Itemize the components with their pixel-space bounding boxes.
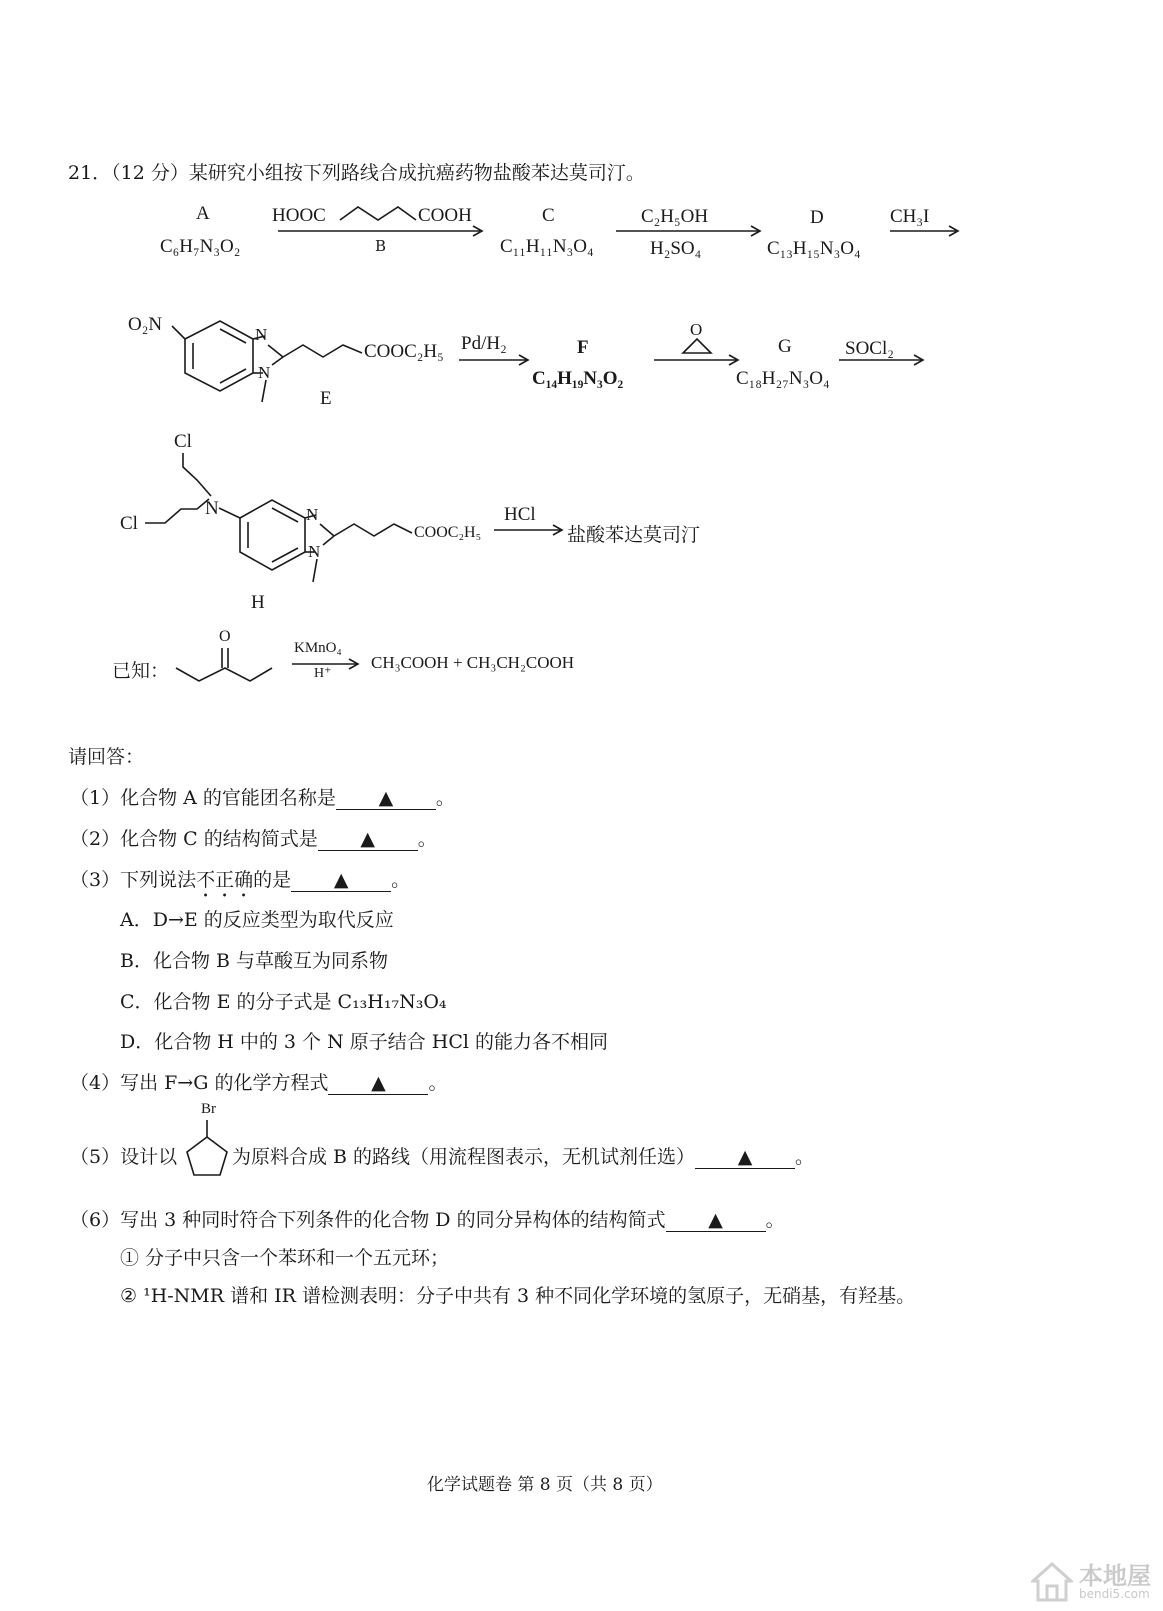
reagent-ethanol: C₂H₅OH bbox=[641, 206, 709, 227]
E-n-methyl bbox=[262, 380, 266, 402]
part-5-prefix: （5）设计以 bbox=[70, 1146, 178, 1168]
known-reagent-acid: H⁺ bbox=[314, 666, 332, 681]
H-methyl-nitrogen: N bbox=[308, 542, 321, 561]
B-right-group: COOH bbox=[418, 205, 472, 226]
H-benzene-ring bbox=[240, 500, 305, 570]
D-formula: C₁₃H₁₅N₃O₄ bbox=[767, 238, 861, 259]
watermark-site: bendi5.com bbox=[1079, 1587, 1150, 1601]
part-6: （6）写出 3 种同时符合下列条件的化合物 D 的同分异构体的结构简式 ▲ 。 bbox=[70, 1209, 785, 1231]
H-chlorine-lower: Cl bbox=[120, 513, 138, 534]
known-prefix: 已知： bbox=[112, 660, 170, 682]
H-ester-group: COOC₂H₅ bbox=[414, 524, 482, 541]
E-ester-group: COOC₂H₅ bbox=[364, 341, 444, 362]
C-label: C bbox=[542, 205, 555, 226]
B-left-group: HOOC bbox=[272, 205, 326, 226]
known-ketone-oxygen: O bbox=[219, 628, 231, 645]
H-amine-nitrogen: N bbox=[205, 498, 219, 519]
reagent-sulfuric-acid: H₂SO₄ bbox=[650, 238, 702, 259]
D-label: D bbox=[810, 207, 824, 228]
answer-blank-3[interactable]: ▲ bbox=[291, 869, 391, 892]
H-n-to-ring bbox=[219, 508, 240, 518]
option-a: A．D→E 的反应类型为取代反应 bbox=[120, 909, 394, 931]
G-label: G bbox=[778, 336, 792, 357]
known-reagent-kmno4: KMnO₄ bbox=[294, 640, 342, 656]
G-formula: C₁₈H₂₇N₃O₄ bbox=[736, 368, 830, 389]
epoxide-ring bbox=[683, 339, 711, 353]
A-label: A bbox=[196, 203, 210, 224]
E-no2-bond bbox=[172, 326, 185, 339]
option-c: C．化合物 E 的分子式是 C₁₃H₁₇N₃O₄ bbox=[120, 991, 447, 1013]
C-formula: C₁₁H₁₁N₃O₄ bbox=[500, 236, 594, 257]
epoxide-oxygen: O bbox=[690, 320, 703, 339]
answer-blank-1[interactable]: ▲ bbox=[336, 787, 436, 810]
condition-2: ② ¹H-NMR 谱和 IR 谱检测表明：分子中共有 3 种不同化学环境的氢原子，无硝基，有羟基。 bbox=[120, 1285, 916, 1307]
watermark bbox=[1031, 1561, 1151, 1603]
H-n-methyl bbox=[313, 559, 317, 582]
emphasis-not-correct: 不正确 bbox=[196, 869, 254, 891]
F-label: F bbox=[577, 337, 589, 358]
reagent-socl2: SOCl₂ bbox=[845, 338, 894, 359]
option-d: D．化合物 H 中的 3 个 N 原子结合 HCl 的能力各不相同 bbox=[120, 1031, 609, 1053]
H-upper-arm bbox=[183, 453, 211, 496]
E-methyl-nitrogen: N bbox=[258, 363, 271, 382]
E-ring-nitrogen: N bbox=[255, 325, 268, 344]
H-ring-nitrogen: N bbox=[306, 505, 319, 524]
answer-blank-5[interactable]: ▲ bbox=[695, 1146, 795, 1169]
bromo-label: Br bbox=[201, 1101, 216, 1117]
condition-1: ① 分子中只含一个苯环和一个五元环； bbox=[120, 1247, 450, 1269]
reagent-pd-h2: Pd/H₂ bbox=[461, 333, 507, 354]
H-chlorine-upper: Cl bbox=[174, 431, 192, 452]
E-label: E bbox=[320, 388, 332, 409]
glutaric-chain bbox=[340, 207, 416, 220]
E-nitro-group: O₂N bbox=[128, 314, 163, 335]
option-b: B．化合物 B 与草酸互为同系物 bbox=[120, 950, 389, 972]
part-1: （1）化合物 A 的官能团名称是 ▲ 。 bbox=[70, 787, 455, 809]
watermark-name: 本地屋 bbox=[1079, 1562, 1151, 1590]
page-footer: 化学试题卷 第 8 页（共 8 页） bbox=[427, 1475, 663, 1495]
cyclopentane-ring bbox=[187, 1137, 227, 1175]
part-3: （3）下列说法不正确的是 ▲ 。 bbox=[70, 869, 411, 891]
A-formula: C₆H₇N₃O₂ bbox=[160, 236, 241, 257]
F-formula: C₁₄H₁₉N₃O₂ bbox=[532, 368, 624, 389]
E-benzene-ring bbox=[185, 321, 253, 391]
E-chain bbox=[283, 345, 362, 357]
H-label: H bbox=[251, 592, 265, 613]
answer-blank-6[interactable]: ▲ bbox=[666, 1209, 766, 1232]
answer-blank-4[interactable]: ▲ bbox=[328, 1072, 428, 1095]
known-products: CH₃COOH + CH₃CH₂COOH bbox=[371, 653, 575, 672]
answer-blank-2[interactable]: ▲ bbox=[318, 828, 418, 851]
H-chain bbox=[334, 524, 412, 536]
part-5: 为原料合成 B 的路线（用流程图表示，无机试剂任选） ▲ 。 bbox=[232, 1146, 815, 1168]
house-logo-icon bbox=[1031, 1561, 1073, 1603]
reagent-ch3i: CH₃I bbox=[890, 206, 930, 227]
final-product: 盐酸苯达莫司汀 bbox=[567, 524, 701, 546]
prompt: 请回答： bbox=[68, 746, 145, 768]
part-2: （2）化合物 C 的结构简式是 ▲ 。 bbox=[70, 828, 437, 850]
reagent-hcl: HCl bbox=[504, 504, 536, 525]
part-4: （4）写出 F→G 的化学方程式 ▲ 。 bbox=[70, 1072, 448, 1094]
B-label: B bbox=[375, 237, 387, 255]
pentanone-skeleton bbox=[176, 668, 272, 681]
H-lower-arm bbox=[145, 499, 209, 523]
question-header: 21．（12 分）某研究小组按下列路线合成抗癌药物盐酸苯达莫司汀。 bbox=[68, 162, 645, 184]
